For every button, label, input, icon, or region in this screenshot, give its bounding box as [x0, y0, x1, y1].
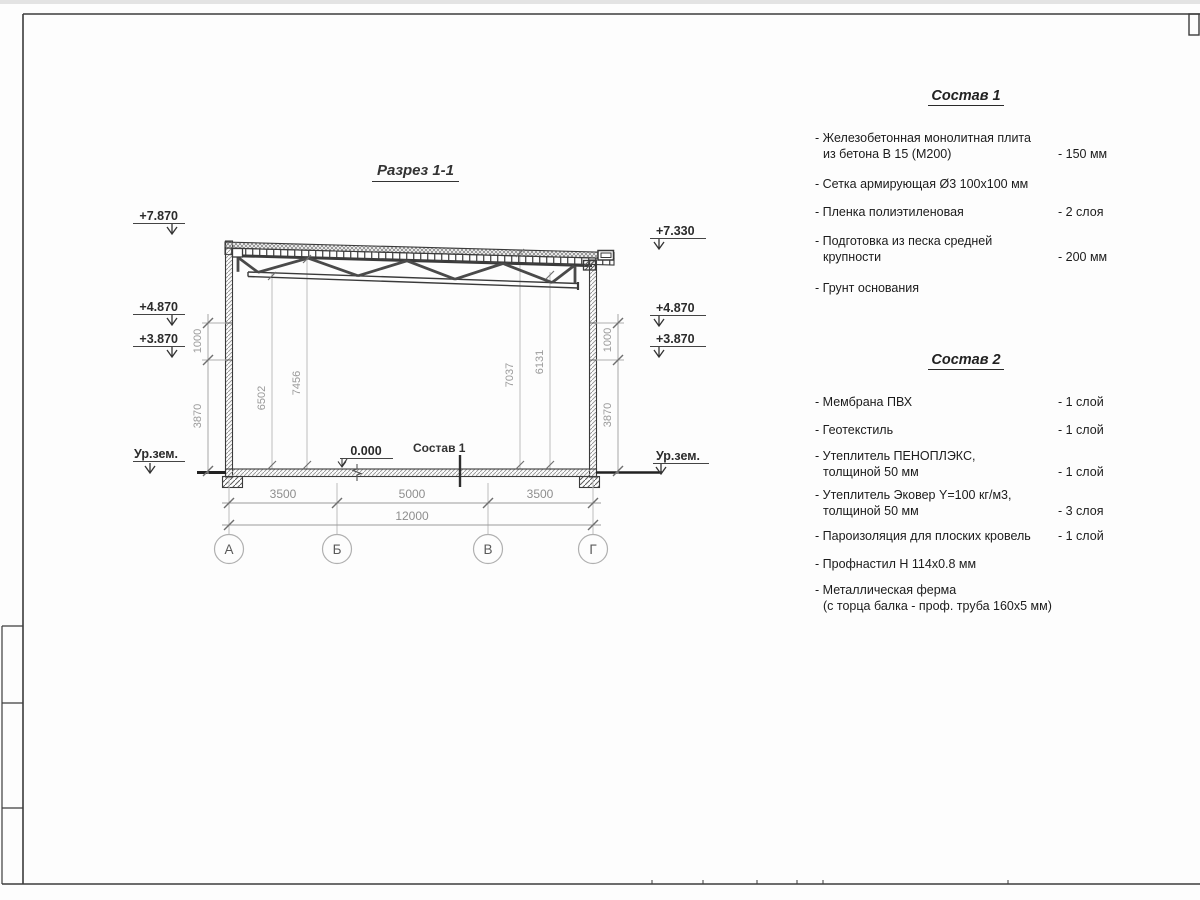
item-value: - 1 слой: [1058, 395, 1104, 409]
floor-composition-label: Состав 1: [413, 441, 466, 455]
elevation-marks-right: [650, 224, 709, 474]
item-value: - 1 слой: [1058, 465, 1104, 479]
floor-slab: [226, 464, 597, 481]
elevation-marks-left: [133, 209, 185, 473]
list-item: - Подготовка из песка средней крупности - 200 мм: [815, 234, 1108, 264]
list-item: - Профнастил Н 114х0.8 мм: [815, 557, 977, 571]
dimension-value: 7456: [291, 370, 303, 396]
ground-level-label: Ур.зем.: [134, 447, 178, 461]
truss-bearing-right: [584, 261, 596, 271]
frame-corner-box: [1189, 14, 1199, 35]
dimension-value: 3500: [526, 487, 554, 501]
elevation-arrow-icon: [654, 316, 664, 326]
axis-label: Б: [332, 542, 342, 557]
dimension-value: 1000: [192, 328, 204, 354]
list-item: - Грунт основания: [815, 281, 920, 295]
binding-edge-cells: [2, 626, 23, 884]
elevation-arrow-icon: [654, 347, 664, 357]
axis-label: А: [224, 542, 234, 557]
dimension-value: 1000: [602, 327, 614, 353]
scan-edge-top: [0, 0, 1200, 4]
foundation-right: [580, 477, 600, 488]
list-item: - Пленка полиэтиленовая - 2 слоя: [815, 205, 1104, 219]
axis-label: Г: [589, 542, 597, 557]
floor-composition-callout: [413, 441, 466, 487]
dimension-value: 3500: [269, 487, 297, 501]
list-item: - Мембрана ПВХ - 1 слой: [815, 395, 1104, 409]
horizontal-dimensions: [222, 478, 601, 534]
dimension-value: 12000: [395, 509, 429, 523]
list-item: - Железобетонная монолитная плита из бетона В 15 (М200) - 150 мм: [815, 131, 1108, 161]
list-item: - Сетка армирующая Ø3 100x100 мм: [815, 177, 1029, 191]
composition1-title: Состав 1: [928, 88, 1003, 106]
composition2-panel: [810, 352, 1122, 613]
dimension-value: 6502: [256, 385, 268, 411]
axis-label: В: [483, 542, 493, 557]
item-value: - 1 слой: [1058, 423, 1104, 437]
vertical-dimension-right: [596, 314, 624, 476]
dimension-value: 7037: [504, 362, 516, 388]
composition2-title: Состав 2: [928, 352, 1003, 370]
item-value: - 200 мм: [1058, 250, 1108, 264]
building-section: [133, 209, 709, 564]
elevation-label: +7.870: [139, 209, 178, 223]
axis-bubbles: [215, 535, 608, 564]
list-item: - Металлическая ферма (с торца балка - проф. труба 160х5 мм): [815, 583, 1052, 613]
zero-level-mark: [338, 444, 393, 467]
list-item: - Пароизоляция для плоских кровель - 1 слой: [815, 529, 1104, 543]
elevation-arrow-icon: [167, 315, 177, 325]
dimension-value: 5000: [398, 487, 426, 501]
dimension-value: 3870: [192, 403, 204, 429]
zero-level-label: 0.000: [350, 444, 382, 458]
elevation-arrow-icon: [167, 347, 177, 357]
item-value: - 150 мм: [1058, 147, 1108, 161]
dimension-value: 3870: [602, 402, 614, 428]
list-item: - Геотекстиль - 1 слой: [815, 423, 1104, 437]
dimension-value: 6131: [534, 349, 546, 375]
left-wall: [226, 241, 233, 477]
item-value: - 1 слой: [1058, 529, 1104, 543]
elevation-label: +4.870: [139, 300, 178, 314]
eave-edge-box: [598, 251, 614, 261]
elevation-arrow-icon: [167, 224, 177, 234]
elevation-arrow-icon: [145, 463, 155, 473]
elevation-label: +4.870: [656, 301, 695, 315]
truss-bearing-left: [233, 249, 243, 258]
item-value: - 3 слоя: [1058, 504, 1104, 518]
composition1-panel: [810, 88, 1122, 295]
elevation-label: +3.870: [656, 332, 695, 346]
elevation-label: +3.870: [139, 332, 178, 346]
item-value: - 2 слоя: [1058, 205, 1104, 219]
list-item: - Утеплитель ПЕНОПЛЭКС, толщиной 50 мм - 1 слой: [815, 449, 1104, 479]
elevation-arrow-icon: [338, 459, 346, 467]
foundation-left: [223, 477, 243, 488]
right-wall: [590, 260, 597, 477]
vertical-dimension-left: [192, 314, 226, 476]
section-title: Разрез 1-1: [372, 162, 459, 182]
list-item: - Утеплитель Эковер Y=100 кг/м3, толщиной 50 мм - 3 слоя: [815, 488, 1104, 518]
elevation-label: +7.330: [656, 224, 695, 238]
elevation-arrow-icon: [654, 239, 664, 249]
ground-level-label: Ур.зем.: [656, 449, 700, 463]
